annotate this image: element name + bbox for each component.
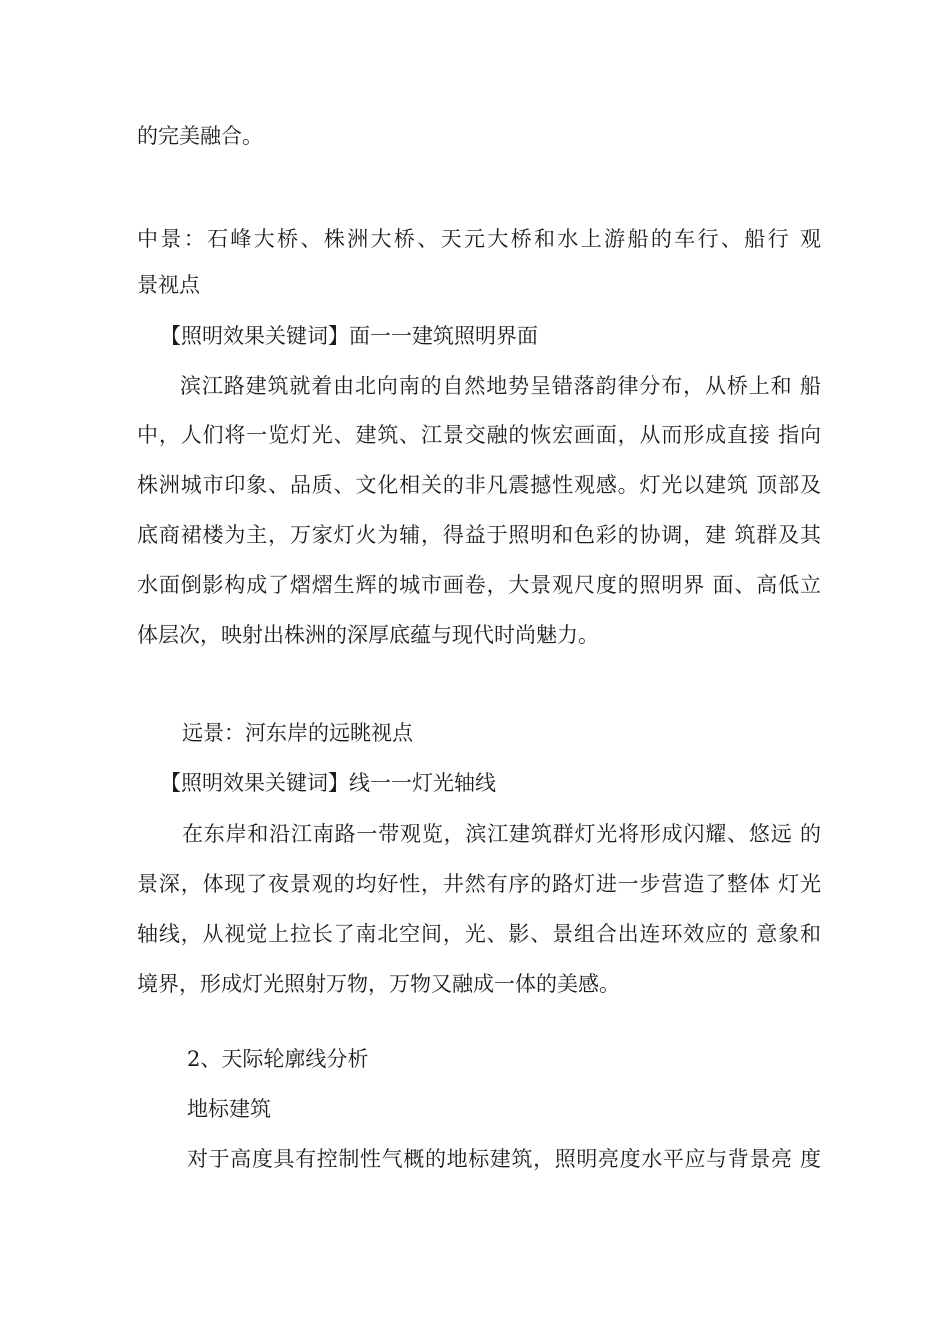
mid-view-heading-line: 中景：石峰大桥、株洲大桥、天元大桥和水上游船的车行、船行 观 [137,227,821,251]
mid-view-paragraph-line: 滨江路建筑就着由北向南的自然地势呈错落韵律分布，从桥上和 船 [180,374,821,398]
mid-view-paragraph-line: 中，人们将一览灯光、建筑、江景交融的恢宏画面，从而形成直接 指向 [137,423,821,447]
far-view-heading: 远景：河东岸的远眺视点 [182,721,413,745]
mid-view-paragraph-line: 底商裙楼为主，万家灯火为辅，得益于照明和色彩的协调，建 筑群及其 [137,523,821,547]
mid-view-heading-line: 景视点 [137,273,200,297]
intro-text-line: 的完美融合。 [137,124,263,148]
section-paragraph-line: 对于高度具有控制性气概的地标建筑，照明亮度水平应与背景亮 度 [187,1147,821,1171]
far-view-keyword: 【照明效果关键词】线一一灯光轴线 [160,771,496,795]
section-subtitle: 地标建筑 [187,1097,271,1121]
far-view-paragraph-line: 境界，形成灯光照射万物，万物又融成一体的美感。 [137,972,620,996]
mid-view-keyword: 【照明效果关键词】面一一建筑照明界面 [160,324,538,348]
far-view-paragraph-line: 景深，体现了夜景观的均好性，井然有序的路灯进一步营造了整体 灯光 [137,872,821,896]
section-title: 2、天际轮廓线分析 [187,1047,369,1071]
far-view-paragraph-line: 在东岸和沿江南路一带观览，滨江建筑群灯光将形成闪耀、悠远 的 [182,822,821,846]
mid-view-paragraph-line: 水面倒影构成了熠熠生辉的城市画卷，大景观尺度的照明界 面、高低立 [137,573,821,597]
mid-view-paragraph-line: 株洲城市印象、品质、文化相关的非凡震撼性观感。灯光以建筑 顶部及 [137,473,821,497]
mid-view-paragraph-line: 体层次，映射出株洲的深厚底蕴与现代时尚魅力。 [137,623,599,647]
far-view-paragraph-line: 轴线，从视觉上拉长了南北空间，光、影、景组合出连环效应的 意象和 [137,922,821,946]
